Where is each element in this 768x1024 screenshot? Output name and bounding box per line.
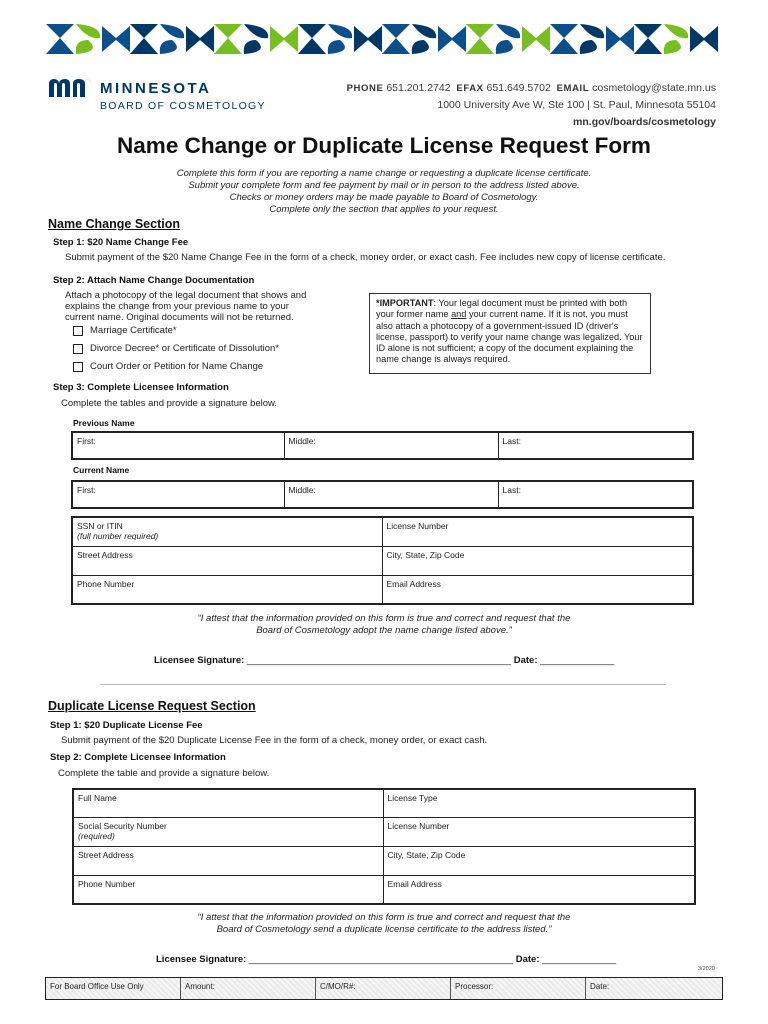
contact-info bbox=[347, 80, 716, 131]
license-number-field[interactable] bbox=[382, 517, 693, 546]
intro-line: Submit your complete form and fee payment by mail or in person to the address listed above. bbox=[188, 180, 580, 191]
previous-first-field[interactable] bbox=[72, 432, 284, 459]
name-change-heading: Name Change Section bbox=[48, 217, 180, 231]
checkbox[interactable] bbox=[73, 326, 83, 336]
intro-line: Complete only the section that applies to your request. bbox=[269, 204, 499, 215]
banner-tile bbox=[382, 24, 410, 54]
field-label: Middle: bbox=[288, 436, 316, 446]
doc-option-label: Marriage Certificate* bbox=[90, 325, 177, 336]
decorative-banner bbox=[46, 24, 718, 54]
field-label: Social Security Number bbox=[78, 820, 167, 831]
ssn-field[interactable] bbox=[73, 817, 383, 846]
email-label: EMAIL bbox=[556, 83, 590, 94]
ssn-field[interactable] bbox=[72, 517, 382, 546]
date-blank[interactable]: ______________ bbox=[540, 655, 615, 666]
name-change-step2-text bbox=[65, 290, 306, 323]
city-state-zip-field[interactable] bbox=[383, 846, 695, 875]
duplicate-step2-text: Complete the table and provide a signature below. bbox=[58, 768, 270, 779]
field-label: License Number bbox=[386, 521, 449, 531]
name-change-step1-text: Submit payment of the $20 Name Change Fee in the form of a check, money order, or exact cash. Fee includes new copy of license certificate. bbox=[65, 252, 666, 263]
email-address[interactable]: cosmetology@state.mn.us bbox=[592, 82, 716, 94]
current-last-field[interactable] bbox=[498, 481, 693, 508]
licensee-info-table bbox=[71, 516, 694, 605]
signature-label: Licensee Signature: bbox=[154, 655, 245, 666]
step2-line: Attach a photocopy of the legal document that shows and bbox=[65, 290, 307, 301]
field-label: Middle: bbox=[288, 485, 316, 495]
banner-tile bbox=[214, 24, 242, 54]
banner-tile bbox=[522, 26, 550, 52]
step2-line: current name. Original documents will not be returned. bbox=[65, 312, 294, 323]
license-number-field[interactable] bbox=[383, 817, 695, 846]
board-name: BOARD OF COSMETOLOGY bbox=[100, 100, 266, 112]
doc-option-marriage[interactable] bbox=[73, 325, 177, 336]
duplicate-step1-text: Submit payment of the $20 Duplicate License Fee in the form of a check, money order, or exact cash. bbox=[61, 735, 488, 746]
office-amount: Amount: bbox=[181, 978, 316, 999]
field-label: License Type bbox=[387, 793, 438, 803]
previous-last-field[interactable] bbox=[498, 432, 693, 459]
field-label: Street Address bbox=[78, 849, 134, 860]
banner-tile bbox=[328, 24, 352, 54]
important-text-a: : Your legal document must be printed with both your former name bbox=[376, 298, 628, 320]
banner-tile bbox=[270, 26, 298, 52]
banner-tile bbox=[244, 24, 268, 54]
field-label: City, State, Zip Code bbox=[387, 849, 466, 860]
office-processor: Processor: bbox=[451, 978, 586, 999]
banner-tile bbox=[46, 24, 74, 54]
banner-tile bbox=[496, 24, 520, 54]
current-first-field[interactable] bbox=[72, 481, 284, 508]
office-use-label: For Board Office Use Only bbox=[46, 978, 181, 999]
field-label: License Number bbox=[387, 820, 450, 831]
banner-tile bbox=[76, 24, 100, 54]
previous-name-table bbox=[71, 431, 694, 460]
previous-middle-field[interactable] bbox=[284, 432, 498, 459]
banner-tile bbox=[690, 26, 718, 52]
page-title: Name Change or Duplicate License Request Form bbox=[117, 133, 651, 158]
city-state-zip-field[interactable] bbox=[382, 546, 693, 575]
phone-number-field[interactable] bbox=[72, 575, 382, 604]
field-note: (required) bbox=[78, 830, 115, 841]
banner-tile bbox=[466, 24, 494, 54]
important-and: and bbox=[451, 309, 467, 320]
banner-tile bbox=[186, 26, 214, 52]
banner-tile bbox=[580, 24, 604, 54]
current-name-table bbox=[71, 480, 694, 509]
doc-option-label: Court Order or Petition for Name Change bbox=[90, 361, 264, 372]
field-label: Last: bbox=[502, 485, 521, 495]
attest-line: Board of Cosmetology send a duplicate license certificate to the address listed.” bbox=[216, 924, 552, 935]
duplicate-info-table bbox=[72, 788, 696, 905]
step2-line: explains the change from your previous name to your bbox=[65, 301, 289, 312]
banner-tile bbox=[634, 24, 662, 54]
current-middle-field[interactable] bbox=[284, 481, 498, 508]
efax-label: EFAX bbox=[456, 83, 484, 94]
important-label: *IMPORTANT bbox=[376, 298, 434, 308]
section-divider bbox=[100, 684, 666, 685]
banner-tile bbox=[160, 24, 184, 54]
revision-date: 3/2020 bbox=[698, 966, 715, 972]
banner-tile bbox=[606, 26, 634, 52]
email-address-field[interactable] bbox=[382, 575, 693, 604]
field-label: Phone Number bbox=[78, 878, 136, 889]
name-change-step2-title: Step 2: Attach Name Change Documentation bbox=[53, 275, 255, 286]
duplicate-attestation bbox=[0, 912, 768, 936]
important-text-b: your current name. If it is not, you must also attach a photocopy of a government-issued ID (driver's license, passport) to verify your name change was legalized. Your ID alone is not sufficient; a copy of the document explaining the name change is always required. bbox=[376, 309, 643, 365]
intro-text bbox=[0, 168, 768, 216]
name-change-signature-line[interactable] bbox=[154, 655, 614, 666]
name-change-step1-title: Step 1: $20 Name Change Fee bbox=[53, 237, 189, 248]
duplicate-heading: Duplicate License Request Section bbox=[48, 699, 256, 713]
field-label: Phone Number bbox=[77, 578, 135, 589]
name-change-step3-text: Complete the tables and provide a signature below. bbox=[61, 398, 277, 409]
license-type-field[interactable] bbox=[383, 789, 695, 817]
full-name-field[interactable] bbox=[73, 789, 383, 817]
banner-tile bbox=[664, 24, 688, 54]
street-address-field[interactable] bbox=[73, 846, 383, 875]
website-link[interactable]: mn.gov/boards/cosmetology bbox=[573, 116, 716, 128]
phone-number: 651.201.2742 bbox=[386, 82, 451, 94]
doc-option-court-order[interactable] bbox=[73, 361, 263, 372]
attest-line: Board of Cosmetology adopt the name change listed above.” bbox=[256, 625, 512, 636]
date-label: Date: bbox=[515, 954, 540, 965]
date-label: Date: bbox=[513, 655, 538, 666]
date-blank[interactable]: ______________ bbox=[542, 954, 617, 965]
banner-tile bbox=[354, 26, 382, 52]
field-label: SSN or ITIN bbox=[77, 521, 123, 531]
important-notice bbox=[369, 293, 651, 374]
field-label: First: bbox=[77, 485, 96, 495]
duplicate-signature-line[interactable] bbox=[156, 954, 616, 965]
efax-number: 651.649.5702 bbox=[486, 82, 551, 94]
field-label: First: bbox=[77, 436, 96, 446]
field-label: City, State, Zip Code bbox=[386, 549, 465, 560]
duplicate-step1-title: Step 1: $20 Duplicate License Fee bbox=[50, 720, 203, 731]
intro-line: Checks or money orders may be made payable to Board of Cosmetology. bbox=[229, 192, 539, 203]
email-address-field[interactable] bbox=[383, 875, 695, 904]
doc-option-divorce[interactable] bbox=[73, 343, 279, 354]
agency-name: MINNESOTA bbox=[100, 80, 212, 97]
field-label: Full Name bbox=[78, 793, 117, 803]
field-label: Last: bbox=[502, 436, 521, 446]
current-name-label: Current Name bbox=[73, 465, 130, 475]
name-change-step3-title: Step 3: Complete Licensee Information bbox=[53, 382, 229, 393]
banner-tile bbox=[550, 24, 578, 54]
office-use-bar bbox=[45, 977, 723, 1000]
field-label: Email Address bbox=[387, 878, 442, 889]
signature-blank[interactable]: __________________________________________________ bbox=[248, 954, 514, 965]
banner-tile bbox=[102, 26, 130, 52]
duplicate-step2-title: Step 2: Complete Licensee Information bbox=[50, 752, 226, 763]
signature-label: Licensee Signature: bbox=[156, 954, 247, 965]
intro-line: Complete this form if you are reporting a name change or requesting a duplicate license certificate. bbox=[176, 168, 592, 179]
banner-tile bbox=[438, 26, 466, 52]
banner-tile bbox=[298, 24, 326, 54]
banner-tile bbox=[412, 24, 436, 54]
doc-option-label: Divorce Decree* or Certificate of Dissolution* bbox=[90, 343, 280, 354]
attest-line: “I attest that the information provided on this form is true and correct and request that the bbox=[197, 912, 571, 923]
phone-label: PHONE bbox=[346, 83, 384, 94]
previous-name-label: Previous Name bbox=[73, 418, 135, 428]
field-note: (full number required) bbox=[77, 531, 159, 541]
signature-blank[interactable]: __________________________________________________ bbox=[246, 655, 512, 666]
checkbox[interactable] bbox=[73, 362, 83, 372]
mailing-address: 1000 University Ave W, Ste 100 | St. Paul, Minnesota 55104 bbox=[437, 99, 716, 111]
banner-tile bbox=[130, 24, 158, 54]
field-label: Street Address bbox=[77, 549, 133, 560]
name-change-attestation bbox=[0, 613, 768, 637]
street-address-field[interactable] bbox=[72, 546, 382, 575]
phone-number-field[interactable] bbox=[73, 875, 383, 904]
mn-logo-mark bbox=[48, 78, 92, 98]
checkbox[interactable] bbox=[73, 344, 83, 354]
office-date: Date: bbox=[590, 982, 610, 991]
attest-line: “I attest that the information provided on this form is true and correct and request that the bbox=[197, 613, 571, 624]
office-check-number: C/MO/R#: bbox=[316, 978, 451, 999]
field-label: Email Address bbox=[386, 578, 441, 589]
